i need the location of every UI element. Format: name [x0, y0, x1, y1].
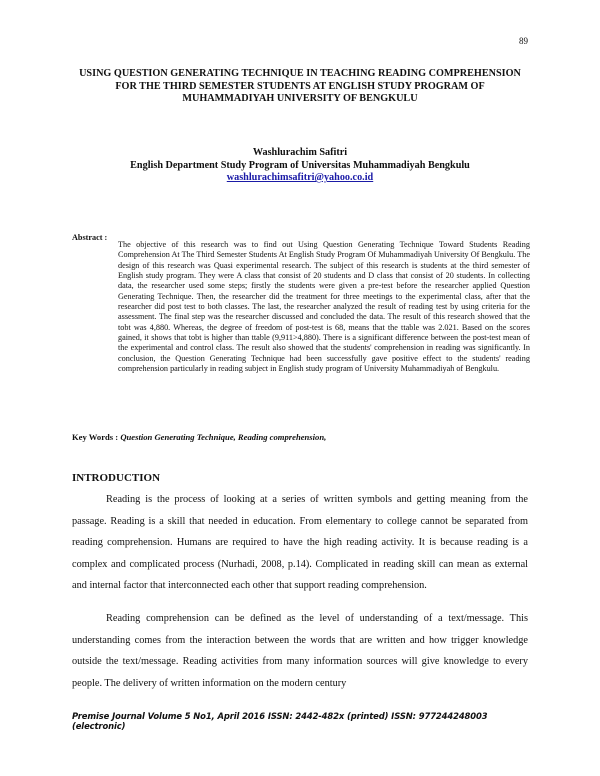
journal-footer: Premise Journal Volume 5 No1, April 2016 ISSN: 2442-482x (printed) ISSN: 977244248003 (electronic): [72, 711, 488, 731]
author-block: [72, 147, 528, 185]
abstract-text: The objective of this research was to find out Using Question Generating Technique Toward Students Reading Comprehension At The Third Semester Students At English Study Program Of Muhammadiyah University Of Bengkulu. The design of this research was Quasi experimental research. The subject of this research is students at the third semester of English study program. They were A class that consist of 20 students and D class that consist of 20 students. In collecting data, the researcher used some steps; firstly the students were given a pre-test before the researcher applied Question Generating Technique. Then, the researcher did the treatment for three meetings to the experimental class, after that the researcher did post test to both classes. The last, the researcher analyzed the result of reading test by using criteria for the assessment. The final step was the researcher discussed and concluded the data. The result of this research showed that the tobt was 4,880. Whereas, the degree of freedom of post-test is 68, means that the ttable was 2.021. Based on the scores gained, it shows that tobt is higher than ttable (9,911>4,880). There is a significant difference between the post-test mean of the experimental and control class. The result also showed that the students' comprehension in reading was significantly. In conclusion, the Question Generating Technique had been successfully gave positive effect to the students' reading comprehension particularly in reading subject in English study program of University Muhammadiyah of Bengkulu.: [118, 240, 530, 374]
paper-title: USING QUESTION GENERATING TECHNIQUE IN TEACHING READING COMPREHENSION FOR THE THIRD SEMESTER STUDENTS AT ENGLISH STUDY PROGRAM OF MUHAMMADIYAH UNIVERSITY OF BENGKULU: [79, 68, 521, 104]
abstract-label: Abstract :: [72, 233, 108, 242]
keywords-line: [72, 432, 528, 442]
author-affiliation: English Department Study Program of Universitas Muhammadiyah Bengkulu: [130, 159, 470, 171]
intro-paragraph-2: Reading comprehension can be defined as the level of understanding of a text/message. This understanding comes from the interaction between the words that are written and how trigger knowledge outside the text/message. Reading activities from many information sources will give knowledge to every people. The delivery of written information on the modern century: [72, 613, 528, 689]
author-email-link[interactable]: washlurachimsafitri@yahoo.co.id: [226, 172, 374, 183]
intro-paragraph-1: Reading is the process of looking at a series of written symbols and getting meaning from the passage. Reading is a skill that needed in education. From elementary to college cannot be separated from reading comprehension. Humans are required to have the high reading activity. It is because reading is a complex and complicated process (Nurhadi, 2008, p.14). Complicated in reading skill can mean as external and internal factor that interconnected each other that support reading comprehension.: [72, 494, 528, 592]
author-name: Washlurachim Safitri: [252, 147, 348, 158]
keywords-label: Key Words :: [72, 432, 119, 442]
section-heading-introduction: INTRODUCTION: [72, 472, 161, 484]
keywords-values: Question Generating Technique, Reading comprehension,: [120, 432, 327, 442]
page-number: 89: [519, 36, 528, 46]
